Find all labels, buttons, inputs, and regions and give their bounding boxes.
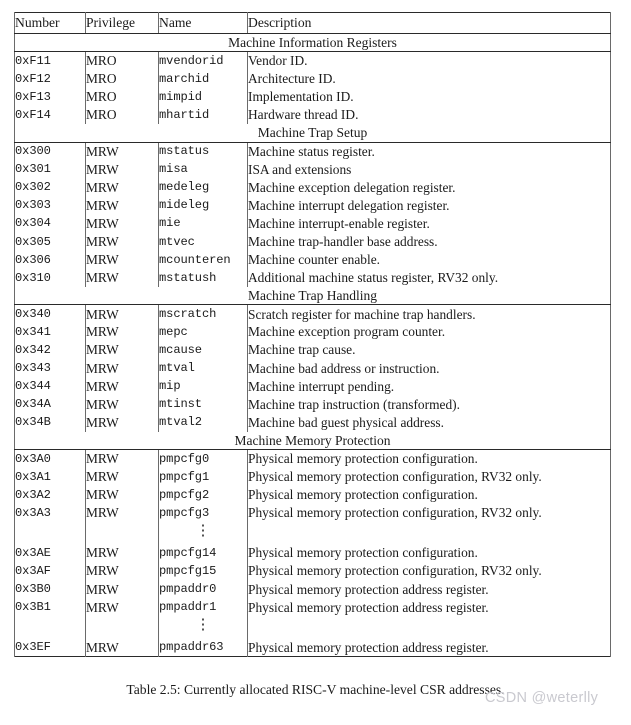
cell-number: 0x302 xyxy=(15,178,86,196)
cell-description: Machine trap-handler base address. xyxy=(248,233,611,251)
cell-description: Machine interrupt delegation register. xyxy=(248,196,611,214)
table-row xyxy=(15,178,611,196)
table-row xyxy=(15,544,611,562)
cell-description: Physical memory protection configuration, RV32 only. xyxy=(248,468,611,486)
cell-description: Machine status register. xyxy=(248,142,611,160)
table-row xyxy=(15,395,611,413)
table-header-row xyxy=(15,13,611,34)
cell-number: 0xF12 xyxy=(15,70,86,88)
cell-privilege: MRW xyxy=(86,450,159,468)
table-row xyxy=(15,413,611,431)
cell-number: 0x300 xyxy=(15,142,86,160)
cell-privilege: MRW xyxy=(86,504,159,522)
table-row xyxy=(15,70,611,88)
cell-description: Machine exception program counter. xyxy=(248,323,611,341)
column-header-privilege: Privilege xyxy=(86,13,159,34)
cell-description: Architecture ID. xyxy=(248,70,611,88)
cell-name: mhartid xyxy=(159,106,248,124)
cell-privilege: MRW xyxy=(86,468,159,486)
cell-name: pmpcfg1 xyxy=(159,468,248,486)
section-title: Machine Information Registers xyxy=(15,34,611,52)
cell-privilege: MRW xyxy=(86,142,159,160)
cell-description: Machine interrupt pending. xyxy=(248,377,611,395)
cell-privilege: MRW xyxy=(86,377,159,395)
cell-number: 0x341 xyxy=(15,323,86,341)
cell-description: Physical memory protection address register. xyxy=(248,598,611,616)
section-header-row xyxy=(15,432,611,450)
cell-description: Machine exception delegation register. xyxy=(248,178,611,196)
table-row xyxy=(15,214,611,232)
table-row xyxy=(15,52,611,70)
table-row xyxy=(15,377,611,395)
cell-name: mtval2 xyxy=(159,413,248,431)
cell-privilege: MRW xyxy=(86,251,159,269)
table-row xyxy=(15,468,611,486)
table-row xyxy=(15,359,611,377)
cell-number: 0x3A0 xyxy=(15,450,86,468)
cell-number xyxy=(15,522,86,544)
cell-number xyxy=(15,616,86,638)
cell-description: ISA and extensions xyxy=(248,160,611,178)
cell-number: 0x310 xyxy=(15,269,86,287)
table-row xyxy=(15,486,611,504)
cell-name: pmpcfg2 xyxy=(159,486,248,504)
cell-description xyxy=(248,522,611,544)
column-header-name: Name xyxy=(159,13,248,34)
cell-name: pmpaddr1 xyxy=(159,598,248,616)
cell-name: mepc xyxy=(159,323,248,341)
table-row xyxy=(15,269,611,287)
table-row xyxy=(15,88,611,106)
cell-privilege: MRW xyxy=(86,544,159,562)
vertical-ellipsis-icon xyxy=(159,522,248,544)
table-row xyxy=(15,251,611,269)
cell-number: 0x301 xyxy=(15,160,86,178)
cell-privilege: MRW xyxy=(86,562,159,580)
table-row xyxy=(15,341,611,359)
cell-name: misa xyxy=(159,160,248,178)
cell-description: Machine trap cause. xyxy=(248,341,611,359)
cell-description: Physical memory protection configuration. xyxy=(248,450,611,468)
cell-privilege: MRO xyxy=(86,106,159,124)
table-row xyxy=(15,638,611,656)
cell-privilege: MRO xyxy=(86,88,159,106)
section-header-row xyxy=(15,287,611,305)
cell-privilege: MRW xyxy=(86,196,159,214)
cell-name: mcounteren xyxy=(159,251,248,269)
cell-privilege: MRW xyxy=(86,178,159,196)
cell-privilege: MRO xyxy=(86,52,159,70)
table-row xyxy=(15,305,611,323)
table-row xyxy=(15,160,611,178)
cell-name: medeleg xyxy=(159,178,248,196)
cell-description: Physical memory protection address register. xyxy=(248,638,611,656)
cell-privilege: MRO xyxy=(86,70,159,88)
cell-number: 0x343 xyxy=(15,359,86,377)
column-header-description: Description xyxy=(248,13,611,34)
cell-description: Physical memory protection address register. xyxy=(248,580,611,598)
cell-number: 0x306 xyxy=(15,251,86,269)
column-header-number: Number xyxy=(15,13,86,34)
cell-name: mtval xyxy=(159,359,248,377)
cell-privilege: MRW xyxy=(86,359,159,377)
csr-address-table xyxy=(14,12,611,657)
vertical-ellipsis-icon xyxy=(159,616,248,638)
cell-description: Physical memory protection configuration. xyxy=(248,544,611,562)
table-row xyxy=(15,580,611,598)
cell-number: 0x34B xyxy=(15,413,86,431)
cell-name: pmpcfg14 xyxy=(159,544,248,562)
cell-number: 0x305 xyxy=(15,233,86,251)
cell-number: 0x3B0 xyxy=(15,580,86,598)
table-body xyxy=(15,13,611,657)
cell-name: mimpid xyxy=(159,88,248,106)
cell-name: mstatus xyxy=(159,142,248,160)
cell-description: Machine counter enable. xyxy=(248,251,611,269)
cell-privilege: MRW xyxy=(86,638,159,656)
cell-name: pmpcfg0 xyxy=(159,450,248,468)
table-row xyxy=(15,323,611,341)
cell-name: mscratch xyxy=(159,305,248,323)
table-caption: Table 2.5: Currently allocated RISC-V machine-level CSR addresses. xyxy=(126,682,505,697)
section-title: Machine Trap Handling xyxy=(15,287,611,305)
cell-name: mideleg xyxy=(159,196,248,214)
cell-privilege: MRW xyxy=(86,598,159,616)
cell-number: 0xF11 xyxy=(15,52,86,70)
vertical-ellipsis-glyph: ⋮ xyxy=(195,617,211,634)
cell-name: mcause xyxy=(159,341,248,359)
cell-number: 0xF14 xyxy=(15,106,86,124)
cell-name: mtvec xyxy=(159,233,248,251)
cell-number: 0x3A2 xyxy=(15,486,86,504)
cell-description: Hardware thread ID. xyxy=(248,106,611,124)
cell-description: Machine bad address or instruction. xyxy=(248,359,611,377)
section-title: Machine Memory Protection xyxy=(15,432,611,450)
section-title: Machine Trap Setup xyxy=(15,124,611,142)
cell-number: 0x34A xyxy=(15,395,86,413)
cell-privilege xyxy=(86,522,159,544)
cell-privilege: MRW xyxy=(86,580,159,598)
table-row xyxy=(15,598,611,616)
cell-number: 0x303 xyxy=(15,196,86,214)
cell-number: 0x304 xyxy=(15,214,86,232)
table-row xyxy=(15,450,611,468)
cell-description: Machine bad guest physical address. xyxy=(248,413,611,431)
cell-description xyxy=(248,616,611,638)
ellipsis-row xyxy=(15,616,611,638)
cell-privilege: MRW xyxy=(86,160,159,178)
cell-description: Physical memory protection configuration, RV32 only. xyxy=(248,562,611,580)
cell-name: mie xyxy=(159,214,248,232)
cell-name: pmpaddr0 xyxy=(159,580,248,598)
cell-privilege: MRW xyxy=(86,413,159,431)
cell-number: 0x3EF xyxy=(15,638,86,656)
ellipsis-row xyxy=(15,522,611,544)
cell-description: Additional machine status register, RV32 only. xyxy=(248,269,611,287)
cell-number: 0x3A1 xyxy=(15,468,86,486)
cell-name: mip xyxy=(159,377,248,395)
cell-privilege: MRW xyxy=(86,305,159,323)
cell-number: 0x344 xyxy=(15,377,86,395)
cell-description: Machine interrupt-enable register. xyxy=(248,214,611,232)
cell-privilege: MRW xyxy=(86,214,159,232)
cell-privilege: MRW xyxy=(86,341,159,359)
cell-number: 0x3A3 xyxy=(15,504,86,522)
cell-description: Physical memory protection configuration. xyxy=(248,486,611,504)
cell-number: 0x3AE xyxy=(15,544,86,562)
cell-name: pmpaddr63 xyxy=(159,638,248,656)
cell-name: pmpcfg3 xyxy=(159,504,248,522)
cell-description: Machine trap instruction (transformed). xyxy=(248,395,611,413)
cell-privilege: MRW xyxy=(86,233,159,251)
cell-number: 0xF13 xyxy=(15,88,86,106)
cell-description: Physical memory protection configuration, RV32 only. xyxy=(248,504,611,522)
cell-name: pmpcfg15 xyxy=(159,562,248,580)
cell-number: 0x342 xyxy=(15,341,86,359)
cell-privilege: MRW xyxy=(86,269,159,287)
cell-privilege: MRW xyxy=(86,323,159,341)
table-row xyxy=(15,196,611,214)
table-row xyxy=(15,562,611,580)
cell-name: mstatush xyxy=(159,269,248,287)
cell-name: mtinst xyxy=(159,395,248,413)
cell-privilege: MRW xyxy=(86,395,159,413)
cell-privilege xyxy=(86,616,159,638)
cell-description: Vendor ID. xyxy=(248,52,611,70)
cell-name: mvendorid xyxy=(159,52,248,70)
table-row xyxy=(15,142,611,160)
section-header-row xyxy=(15,124,611,142)
cell-name: marchid xyxy=(159,70,248,88)
csdn-watermark: CSDN @weterlly xyxy=(485,690,599,706)
table-row xyxy=(15,106,611,124)
section-header-row xyxy=(15,34,611,52)
cell-privilege: MRW xyxy=(86,486,159,504)
cell-number: 0x3AF xyxy=(15,562,86,580)
cell-description: Scratch register for machine trap handlers. xyxy=(248,305,611,323)
cell-number: 0x340 xyxy=(15,305,86,323)
vertical-ellipsis-glyph: ⋮ xyxy=(195,523,211,540)
cell-description: Implementation ID. xyxy=(248,88,611,106)
cell-number: 0x3B1 xyxy=(15,598,86,616)
table-row xyxy=(15,504,611,522)
table-row xyxy=(15,233,611,251)
